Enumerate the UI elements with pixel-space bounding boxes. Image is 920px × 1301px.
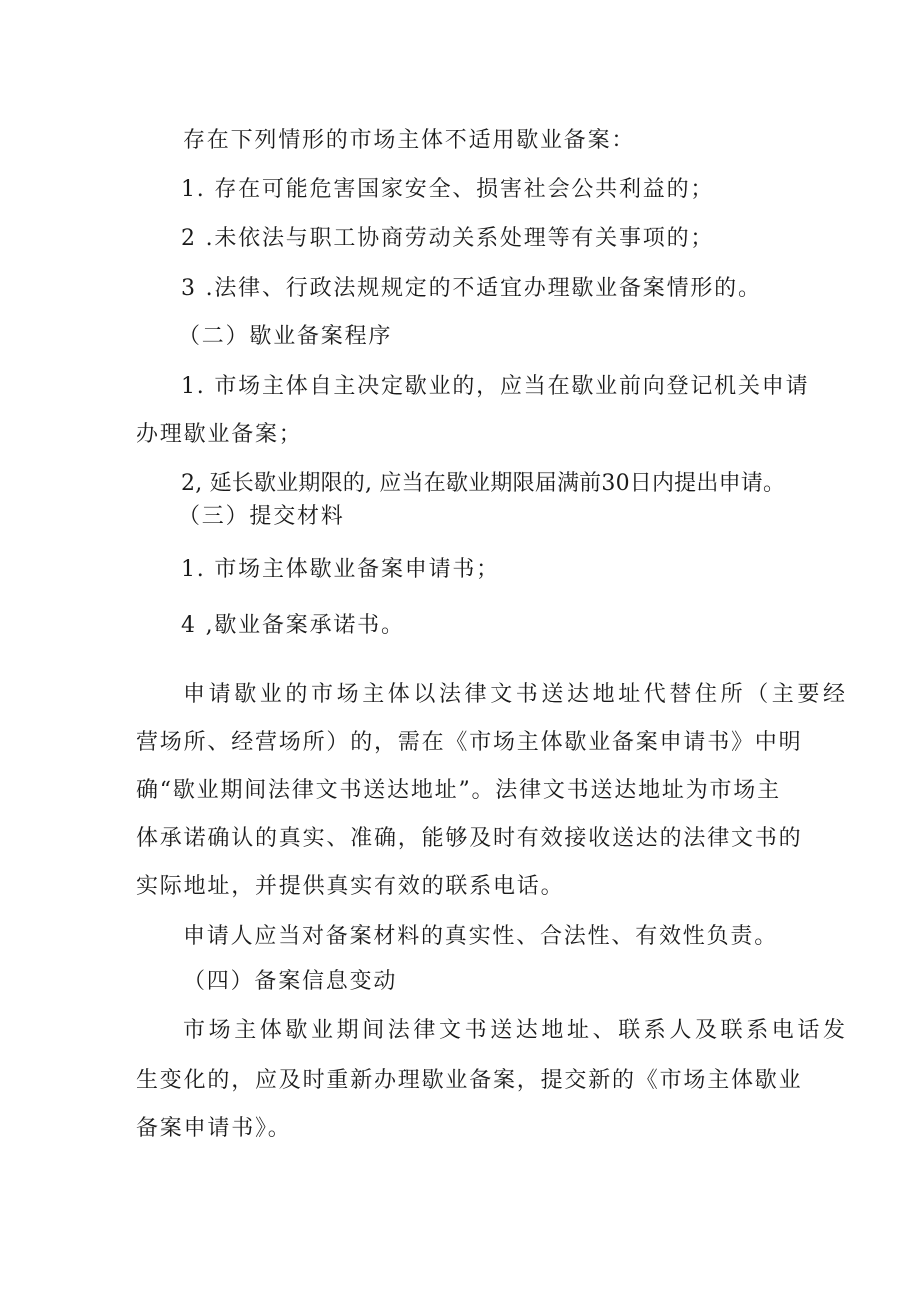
paragraph-line: 营场所、经营场所）的，需在《市场主体歇业备案申请书》中明 bbox=[136, 730, 803, 755]
paragraph-line: 体承诺确认的真实、准确，能够及时有效接收送达的法律文书的 bbox=[136, 826, 803, 851]
paragraph-line: 确“歇业期间法律文书送达地址”。法律文书送达地址为市场主 bbox=[136, 778, 781, 803]
section-heading: （二）歇业备案程序 bbox=[178, 324, 393, 349]
list-item: 1. 存在可能危害国家安全、损害社会公共利益的； bbox=[181, 177, 715, 202]
paragraph-line: 存在下列情形的市场主体不适用歇业备案： bbox=[183, 128, 636, 153]
paragraph-line: 实际地址，并提供真实有效的联系电话。 bbox=[136, 874, 565, 899]
paragraph-line: 备案申请书》。 bbox=[136, 1116, 292, 1141]
list-item: 3 .法律、行政法规规定的不适宜办理歇业备案情形的。 bbox=[181, 276, 762, 301]
section-heading: （三）提交材料 bbox=[178, 504, 345, 529]
list-item: 2, 延长歇业期限的, 应当在歇业期限届满前30日内提出申请。 bbox=[181, 471, 786, 496]
list-item: 1. 市场主体自主决定歇业的，应当在歇业前向登记机关申请 bbox=[181, 374, 810, 399]
paragraph-line: 生变化的，应及时重新办理歇业备案，提交新的《市场主体歇业 bbox=[136, 1068, 803, 1093]
list-item: 4 ,歇业备案承诺书。 bbox=[181, 613, 405, 638]
paragraph-line: 申请歇业的市场主体以法律文书送达地址代替住所（主要经 bbox=[183, 682, 849, 707]
list-item: 2 .未依法与职工协商劳动关系处理等有关事项的； bbox=[181, 226, 715, 251]
section-heading: （四）备案信息变动 bbox=[183, 969, 398, 994]
list-item: 1. 市场主体歇业备案申请书； bbox=[181, 557, 500, 582]
paragraph-line: 办理歇业备案； bbox=[136, 422, 303, 447]
paragraph-line: 市场主体歇业期间法律文书送达地址、联系人及联系电话发 bbox=[183, 1018, 849, 1043]
paragraph-line: 申请人应当对备案材料的真实性、合法性、有效性负责。 bbox=[183, 924, 779, 949]
